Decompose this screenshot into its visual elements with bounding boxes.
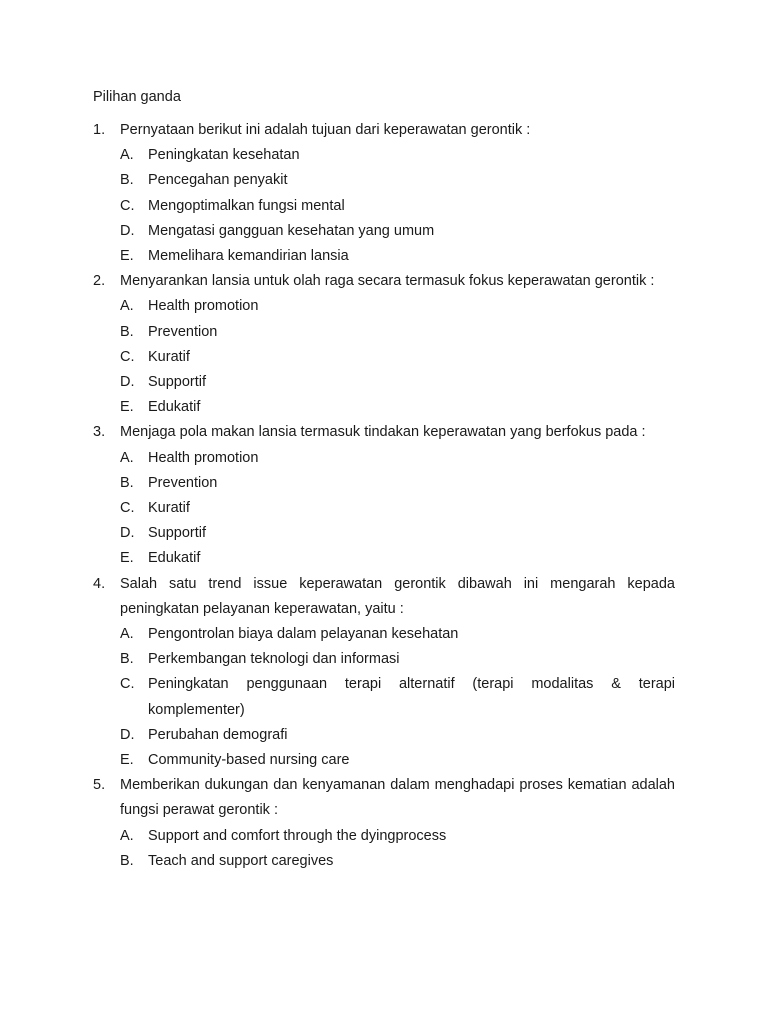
option-letter: A. (120, 298, 134, 315)
option-letter: B. (120, 852, 134, 869)
option-item (120, 320, 675, 345)
option-text: Peningkatan kesehatan (148, 147, 300, 164)
option-text: Teach and support caregives (148, 852, 334, 869)
option-item (120, 194, 675, 219)
option-letter: A. (120, 827, 134, 844)
option-text: Prevention (148, 323, 218, 340)
option-text: Kuratif (148, 500, 190, 517)
question-number: 4. (93, 575, 106, 592)
question-number: 5. (93, 777, 106, 794)
option-text: Community-based nursing care (148, 752, 350, 769)
option-text: Perkembangan teknologi dan informasi (148, 651, 400, 668)
option-item (120, 748, 675, 773)
option-text: Pencegahan penyakit (148, 172, 288, 189)
question-number: 2. (93, 273, 106, 290)
option-letter: D. (120, 222, 135, 239)
option-item (120, 395, 675, 420)
option-letter: C. (120, 676, 135, 693)
option-text: Pengontrolan biaya dalam pelayanan kesehatan (148, 626, 459, 643)
option-item (120, 471, 675, 496)
option-text: Supportif (148, 525, 207, 542)
option-text: Health promotion (148, 298, 259, 315)
option-item (120, 622, 675, 647)
option-item (120, 496, 675, 521)
question-text: Pernyataan berikut ini adalah tujuan dari keperawatan gerontik : (120, 122, 531, 138)
option-item (120, 446, 675, 471)
option-text: Peningkatan penggunaan terapi alternatif (terapi modalitas & terapi komplementer) (148, 676, 675, 718)
option-item (120, 370, 675, 395)
option-text: Supportif (148, 374, 207, 391)
option-letter: D. (120, 525, 135, 542)
option-list (120, 824, 675, 874)
option-text: Edukatif (148, 399, 201, 416)
option-item (120, 244, 675, 269)
option-letter: C. (120, 500, 135, 517)
option-text: Prevention (148, 474, 218, 491)
option-letter: A. (120, 449, 134, 466)
question-text: Menjaga pola makan lansia termasuk tindakan keperawatan yang berfokus pada : (120, 424, 646, 441)
option-letter: A. (120, 626, 134, 643)
option-letter: C. (120, 197, 135, 214)
option-item (120, 219, 675, 244)
option-list (120, 294, 675, 420)
option-letter: A. (120, 147, 134, 164)
option-item (120, 647, 675, 672)
option-list (120, 622, 675, 773)
option-list (120, 446, 675, 572)
option-letter: E. (120, 248, 134, 265)
option-letter: D. (120, 374, 135, 391)
option-text: Support and comfort through the dyingprocess (148, 827, 447, 844)
option-text: Edukatif (148, 550, 201, 567)
question-item (93, 572, 675, 774)
option-item (120, 143, 675, 168)
question-text: Memberikan dukungan dan kenyamanan dalam menghadapi proses kematian adalah fungsi perawat gerontik : (120, 777, 675, 819)
option-letter: B. (120, 323, 134, 340)
option-item (120, 723, 675, 748)
option-item (120, 168, 675, 193)
option-item (120, 521, 675, 546)
question-item (93, 420, 675, 571)
question-list (93, 118, 675, 874)
option-letter: D. (120, 726, 135, 743)
question-item (93, 773, 675, 874)
option-text: Mengoptimalkan fungsi mental (148, 197, 345, 214)
option-letter: B. (120, 172, 134, 189)
option-letter: E. (120, 399, 134, 416)
question-text: Salah satu trend issue keperawatan gerontik dibawah ini mengarah kepada peningkatan pelayanan keperawatan, yaitu : (120, 575, 675, 617)
option-letter: E. (120, 752, 134, 769)
question-number: 3. (93, 424, 106, 441)
option-letter: E. (120, 550, 134, 567)
option-text: Health promotion (148, 449, 259, 466)
option-text: Kuratif (148, 348, 190, 365)
section-heading: Pilihan ganda (93, 89, 181, 105)
option-item (120, 546, 675, 571)
option-letter: B. (120, 651, 134, 668)
option-item (120, 294, 675, 319)
question-item (93, 269, 675, 420)
option-text: Mengatasi gangguan kesehatan yang umum (148, 222, 435, 239)
question-number: 1. (93, 122, 106, 138)
question-item (93, 118, 675, 269)
question-text: Menyarankan lansia untuk olah raga secara termasuk fokus keperawatan gerontik : (120, 273, 655, 290)
option-text: Memelihara kemandirian lansia (148, 248, 349, 265)
option-list (120, 143, 675, 269)
option-text: Perubahan demografi (148, 726, 288, 743)
option-item (120, 849, 675, 874)
option-item (120, 824, 675, 849)
option-item (120, 672, 675, 722)
option-letter: B. (120, 474, 134, 491)
option-item (120, 345, 675, 370)
option-letter: C. (120, 348, 135, 365)
